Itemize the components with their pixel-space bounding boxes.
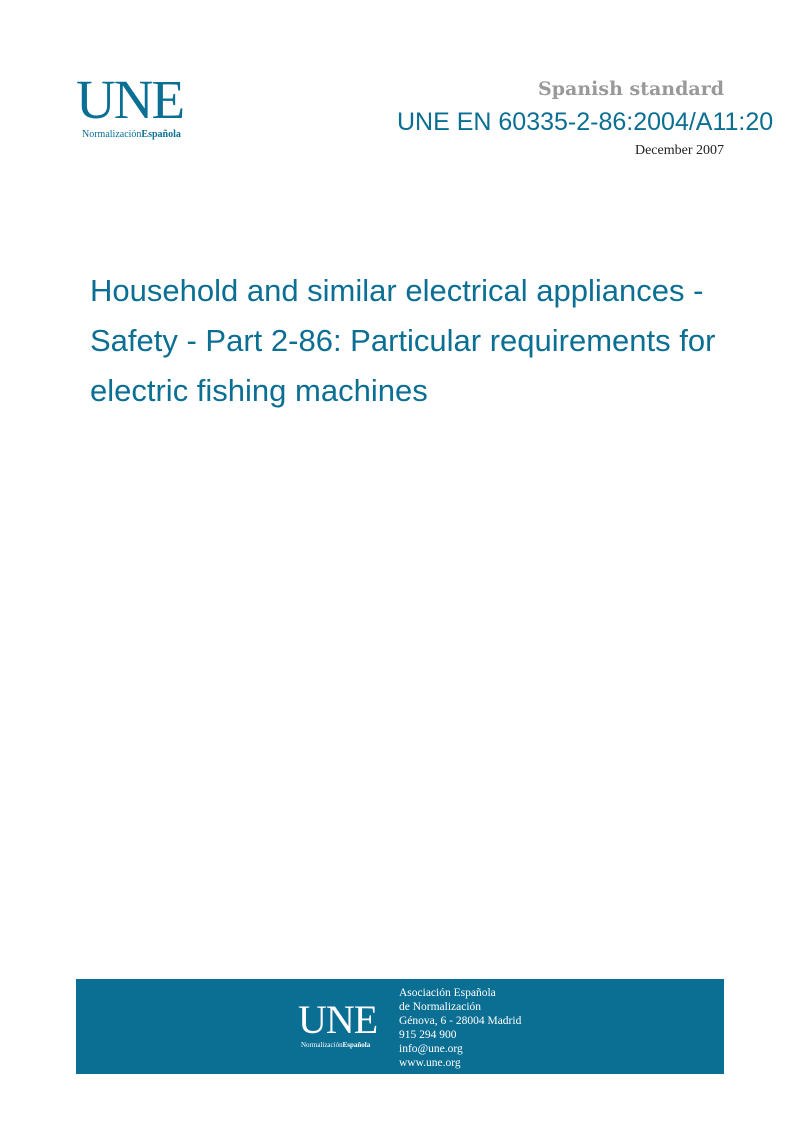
footer-logo-sub-light: Normalización [301, 1041, 343, 1049]
org-name-line-2: de Normalización [399, 1001, 482, 1013]
une-logo [76, 69, 216, 144]
footer-une-logo [298, 997, 378, 1049]
org-name-line-1: Asociación Española [399, 987, 496, 999]
footer-contact-block [399, 986, 521, 1070]
standard-number: UNE EN 60335-2-86:2004/A11:20 [397, 108, 774, 136]
publication-date: December 2007 [634, 143, 724, 158]
document-type-label: Spanish standard [538, 78, 724, 100]
footer-banner [76, 979, 724, 1074]
une-logo-subtitle [82, 129, 216, 140]
logo-sub-bold: Española [141, 129, 181, 140]
document-header [538, 78, 724, 100]
org-address: Génova, 6 - 28004 Madrid [399, 1015, 522, 1027]
footer-logo-subtitle [301, 1041, 377, 1049]
une-logo-wordmark: UNE [76, 69, 184, 130]
footer-logo-wordmark: UNE [298, 997, 378, 1042]
org-email[interactable]: info@une.org [399, 1043, 463, 1055]
document-title: Household and similar electrical appliances - Safety - Part 2-86: Particular requirements for electric fishing machines [90, 273, 716, 408]
org-phone: 915 294 900 [399, 1029, 457, 1041]
org-website[interactable]: www.une.org [399, 1057, 461, 1069]
footer-logo-sub-bold: Española [342, 1041, 371, 1049]
logo-sub-light: Normalización [82, 129, 142, 140]
